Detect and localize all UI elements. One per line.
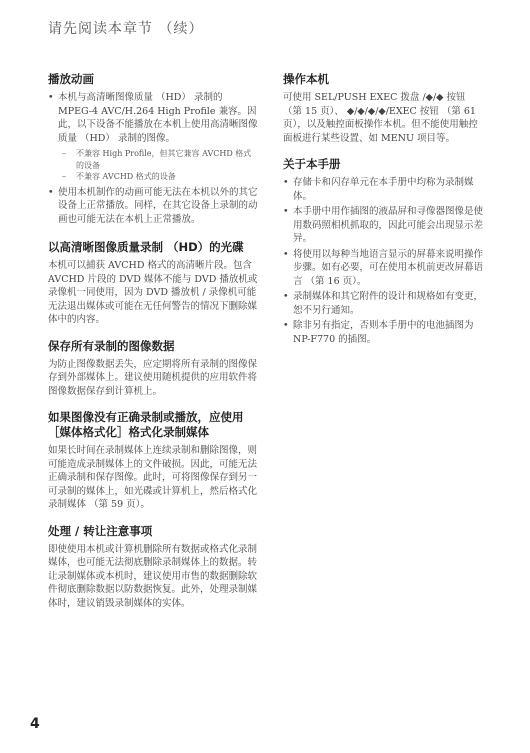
section-text: 本机可以捕获 AVCHD 格式的高清晰片段。包含 AVCHD 片段的 DVD 媒体不能与 DVD 播放机或录像机一同使用，因为 DVD 播放机 / 录像机可能无法退出媒体或可能在无任何警告的情况下删除媒体中的内容。 [48, 260, 258, 325]
list-item: • 存储卡和闪存单元在本手册中均称为录制媒体。 [283, 176, 483, 203]
section-title: 如果图像没有正确录制或播放，应使用 ［媒体格式化］格式化录制媒体 [48, 410, 244, 439]
section-text: 可使用 SEL/PUSH EXEC 拨盘 /◆/◆ 按钮 （第 15 页）、 ◆/◆/◆/◆/EXEC 按钮 （第 61 页），以及触控面板操作本机。但不能使用触控面板进行某些设置、如 MENU 项目等。 [283, 92, 478, 144]
list-item: • 将使用以每种当地语言显示的屏幕来说明操作步骤。如有必要，可在使用本机前更改屏幕语言 （第 16 页）。 [283, 248, 483, 289]
section-disposal [48, 524, 258, 611]
section-text: 即使使用本机或计算机删除所有数据或格式化录制媒体，也可能无法彻底删除录制媒体上的数据。转让录制媒体或本机时，建议使用市售的数据删除软件彻底删除数据以防数据恢复。此外，处理录制媒体时，建议销毁录制媒体的实体。 [48, 543, 258, 609]
left-column [48, 72, 258, 622]
section-title: 播放动画 [48, 72, 94, 86]
section-text: 为防止图像数据丢失，应定期将所有录制的图像保存到外部媒体上。建议使用随机提供的应用软件将图像数据保存到计算机上。 [48, 358, 258, 397]
page-header-title: 请先阅读本章节 （续） [48, 21, 204, 37]
list-item [48, 91, 258, 183]
section-title: 处理 / 转让注意事项 [48, 523, 153, 538]
bullet-list [283, 176, 483, 346]
list-item: • 录制媒体和其它附件的设计和规格如有变更，恕不另行通知。 [283, 290, 483, 317]
section-title: 操作本机 [283, 72, 329, 86]
section-playback [48, 72, 258, 226]
list-item-text: 本机与高清晰图像质量 （HD） 录制的 MPEG-4 AVC/H.264 High Profile 兼容。因此，以下设备不能播放在本机上使用高清晰图像质量 （HD） 录制的图像。 [58, 92, 258, 144]
section-manual [283, 157, 483, 346]
section-hd-record [48, 240, 258, 327]
section-operate [283, 72, 483, 145]
section-title: 保存所有录制的图像数据 [48, 338, 175, 353]
bullet-list [48, 91, 258, 226]
list-item: • 使用本机制作的动画可能无法在本机以外的其它设备上正常播放。同样，在其它设备上录制的动画也可能无法在本机上正常播放。 [48, 186, 258, 227]
section-title: 以高清晰图像质量录制 （HD）的光碟 [48, 240, 244, 254]
list-item: • 本手册中用作插图的液晶屏和寻像器图像是使用数码照相机抓取的，因此可能会出现显示差异。 [283, 205, 483, 246]
sub-list-item: – 不兼容 High Profile，但其它兼容 AVCHD 格式的设备 [58, 148, 258, 171]
right-column [283, 72, 483, 352]
section-save [48, 339, 258, 399]
section-text: 如果长时间在录制媒体上连续录制和删除图像，则可能造成录制媒体上的文件破损。因此，可能无法正确录制和保存图像。此时，可将图像保存到另一可录制的媒体上，如光碟或计算机上，然后格式化录制媒体 （第 59 页）。 [48, 445, 258, 510]
page-number: 4 [30, 716, 40, 732]
section-format [48, 410, 258, 512]
sub-list [58, 148, 258, 183]
sub-list-item: – 不兼容 AVCHD 格式的设备 [58, 171, 258, 183]
section-title: 关于本手册 [283, 157, 341, 171]
list-item: • 除非另有指定，否则本手册中的电池插图为 NP-F770 的插图。 [283, 319, 483, 346]
